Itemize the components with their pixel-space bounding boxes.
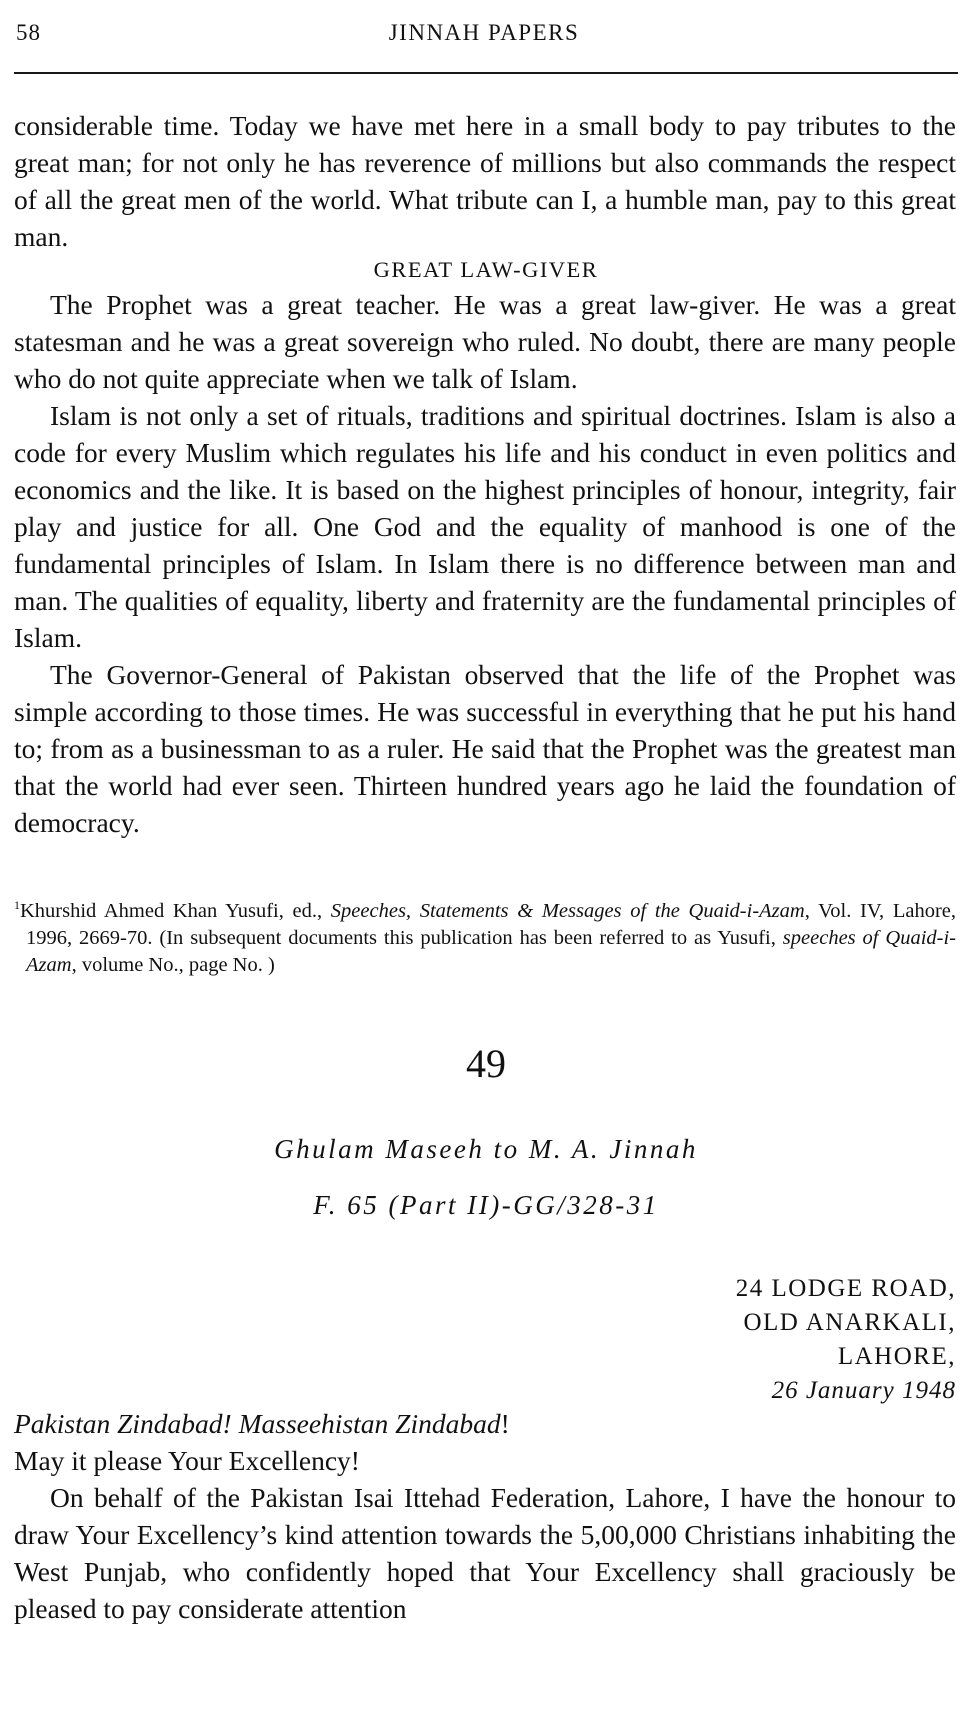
paragraph-governor-general: The Governor-General of Pakistan observed that the life of the Prophet was simple according to those times. He was successful in everything that he put his hand to; from as a businessman to as a ruler. He said that the Prophet was the greatest man that the world had ever seen. Thirteen hundred years ago he laid the foundation of democracy. xyxy=(14,659,956,838)
continued-paragraph: considerable time. Today we have met here in a small body to pay tributes to the great man; for not only he has reverence of millions but also commands the respect of all the great men of the world. What tribute can I, a humble man, pay to this great man. xyxy=(14,110,956,252)
footnote-marker: 1 xyxy=(14,898,20,913)
section-heading: GREAT LAW-GIVER xyxy=(373,257,599,282)
footnote xyxy=(14,898,956,979)
footnote-author: Khurshid Ahmed Khan Yusufi, ed., xyxy=(20,900,331,922)
continued-paragraph-block xyxy=(14,107,956,255)
document-reference: F. 65 (Part II)-GG/328-31 xyxy=(313,1190,659,1220)
main-paragraphs xyxy=(14,286,956,841)
sender-address xyxy=(736,1272,956,1408)
salutation: May it please Your Excellency! xyxy=(14,1445,360,1476)
slogan xyxy=(14,1405,956,1442)
letter-paragraph: On behalf of the Pakistan Isai Ittehad Federation, Lahore, I have the honour to draw Your Excellency’s kind attention towards the 5,00,000 Christians inhabiting the West Punjab, who confidently hoped that Your Excellency shall graciously be pleased to pay considerate attention xyxy=(14,1482,956,1624)
paragraph-islam-code: Islam is not only a set of rituals, traditions and spiritual doctrines. Islam is also a code for every Muslim which regulates his life and his conduct in even politics and economics and the like. It is based on the highest principles of honour, integrity, fair play and justice for all. One God and the equality of manhood is one of the fundamental principles of Islam. In Islam there is no difference between man and man. The qualities of equality, liberty and fraternity are the fundamental principles of Islam. xyxy=(14,400,956,653)
letter-date: 26 January 1948 xyxy=(771,1377,956,1404)
address-line-1: 24 LODGE ROAD, xyxy=(735,1275,956,1302)
letter-body xyxy=(14,1405,956,1627)
slogan-text: Pakistan Zindabad! Masseehistan Zindabad xyxy=(14,1408,501,1439)
footnote-short-title: speeches of Quaid-i-Azam xyxy=(26,927,956,976)
slogan-end: ! xyxy=(500,1408,510,1439)
footnote-title: Speeches, Statements & Messages of the Quaid-i-Azam xyxy=(330,900,805,922)
header-rule xyxy=(14,72,958,74)
document-number: 49 xyxy=(466,1041,506,1086)
footnote-text xyxy=(14,898,956,979)
address-line-2: OLD ANARKALI, xyxy=(743,1309,956,1336)
running-title: JINNAH PAPERS xyxy=(388,20,580,45)
address-line-3: LAHORE, xyxy=(837,1343,956,1370)
footnote-rest: , Vol. IV, Lahore, 1996, 2669-70. (In subsequent documents this publication has been referred to as Yusufi, xyxy=(26,900,956,949)
document-title: Ghulam Maseeh to M. A. Jinnah xyxy=(274,1134,698,1164)
page-number: 58 xyxy=(16,20,41,45)
footnote-tail: , volume No., page No. ) xyxy=(71,954,275,976)
running-head xyxy=(14,18,954,48)
paragraph-prophet-teacher: The Prophet was a great teacher. He was a great law-giver. He was a great statesman and he was a great sovereign who ruled. No doubt, there are many people who do not quite appreciate when we talk of Islam. xyxy=(14,289,956,394)
